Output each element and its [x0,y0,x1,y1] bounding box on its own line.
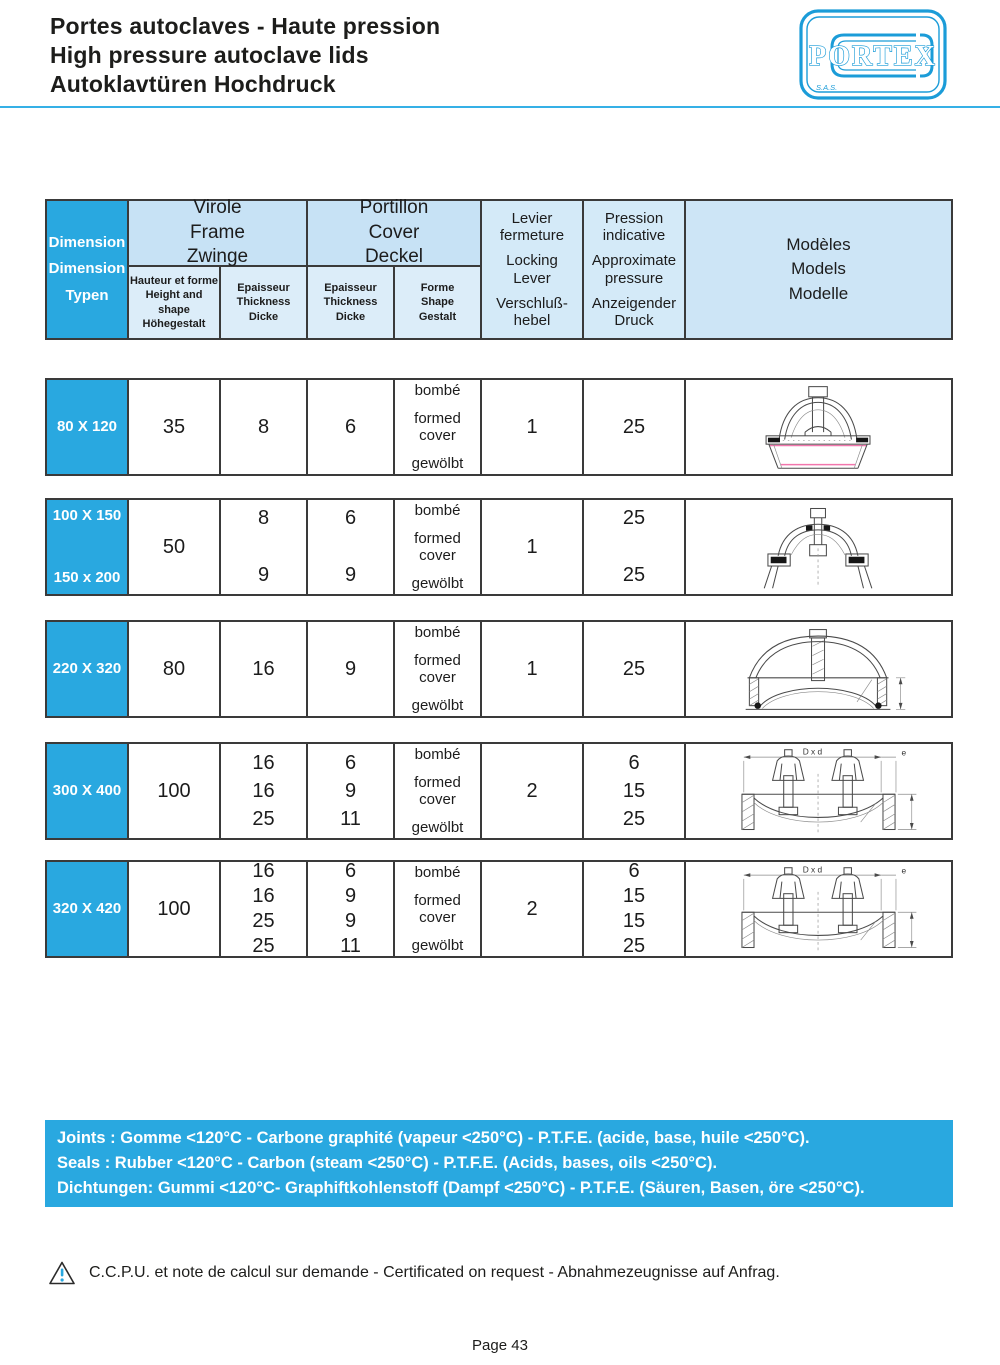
seals-note-en: Seals : Rubber <120°C - Carbon (steam <250°C) - P.T.F.E. (Acids, bases, oils <250°C). [57,1154,718,1172]
header-divider-line [0,106,1000,108]
pressure-cell: 25 25 [584,500,684,594]
col-header-cover-thickness: Epaisseur Thickness Dicke [308,267,393,338]
page-number: Page 43 [472,1337,528,1354]
frame-thickness-cell: 16 16 25 25 [221,862,306,956]
cover-shape-cell: bombé formed cover gewölbt [395,862,480,956]
warning-triangle-icon [48,1260,76,1286]
col-header-cover-shape: Forme Shape Gestalt [395,267,480,338]
spec-table-header [45,196,953,340]
frame-height-cell: 100 [129,744,219,838]
dimension-cell: 80 X 120 [47,380,127,474]
drawing-dim-label: D x d [802,746,823,757]
col-header-models: Modèles Models Modelle [686,201,951,338]
seals-note-de: Dichtungen: Gummi <120°C- Graphiftkohlenstoff (Dampf <250°C) - P.T.F.E. (Säuren, Basen, öre <250°C). [57,1179,865,1197]
table-row-80x120 [45,378,953,476]
frame-thickness-cell: 16 [221,622,306,716]
certification-note-text: C.C.P.U. et note de calcul sur demande - Certificated on request - Abnahmezeugnisse auf Anfrag. [89,1264,780,1281]
model-drawing-80x120 [686,380,951,474]
drawing-edge-label: e [901,747,907,758]
logo-wordmark: PORTEX [809,41,937,72]
col-header-dimension: Dimension Dimension Typen [47,201,127,338]
pressure-cell: 6 15 25 [584,744,684,838]
model-drawing-100x150 [686,500,951,594]
clamp-right [832,868,864,933]
model-drawing-300x400 [686,744,951,838]
frame-thickness-cell: 8 [221,380,306,474]
lever-cell: 2 [482,862,582,956]
col-group-cover: Portillon Cover Deckel [308,201,480,265]
col-header-locking-lever: Levier fermeture Locking Lever Verschluß- hebel [482,201,582,338]
model-drawing-220x320 [686,622,951,716]
portex-logo [798,8,948,101]
title-line-en: High pressure autoclave lids [50,42,369,68]
pressure-cell: 6 15 15 25 [584,862,684,956]
logo-suffix: S.A.S. [816,83,838,92]
lever-cell: 1 [482,380,582,474]
page-title [50,12,440,99]
pressure-cell: 25 [584,622,684,716]
clamp-right [832,750,864,815]
seals-note-box [45,1120,953,1207]
certification-note [48,1260,780,1286]
frame-thickness-cell: 16 16 25 [221,744,306,838]
title-line-fr: Portes autoclaves - Haute pression [50,13,441,39]
cover-thickness-cell: 6 [308,380,393,474]
table-row-300x400 [45,742,953,840]
table-row-320x420 [45,860,953,958]
clamp-left [773,750,805,815]
lever-cell: 1 [482,622,582,716]
cover-thickness-cell: 6 9 [308,500,393,594]
col-header-pressure: Pression indicative Approximate pressure Anzeigender Druck [584,201,684,338]
seals-note-fr: Joints : Gomme <120°C - Carbone graphité (vapeur <250°C) - P.T.F.E. (acide, base, huile <250°C). [57,1129,810,1147]
lever-cell: 2 [482,744,582,838]
frame-thickness-cell: 8 9 [221,500,306,594]
drawing-dim-label: D x d [802,864,823,875]
title-line-de: Autoklavtüren Hochdruck [50,71,336,97]
dimension-cell: 220 X 320 [47,622,127,716]
frame-height-cell: 35 [129,380,219,474]
cover-shape-cell: bombé formed cover gewölbt [395,500,480,594]
clamp-left [773,868,805,933]
lever-cell: 1 [482,500,582,594]
col-header-frame-thickness: Epaisseur Thickness Dicke [221,267,306,338]
cover-shape-cell: bombé formed cover gewölbt [395,744,480,838]
cover-thickness-cell: 6 9 11 [308,744,393,838]
dimension-cell: 300 X 400 [47,744,127,838]
dimension-cell: 100 X 150 150 x 200 [47,500,127,594]
model-drawing-320x420 [686,862,951,956]
table-row-220x320 [45,620,953,718]
drawing-edge-label: e [901,865,907,876]
dimension-cell: 320 X 420 [47,862,127,956]
table-row-100x150-150x200 [45,498,953,596]
cover-shape-cell: bombé formed cover gewölbt [395,622,480,716]
frame-height-cell: 80 [129,622,219,716]
col-header-frame-height: Hauteur et forme Height and shape Höhegestalt [129,267,219,338]
col-group-frame: Virole Frame Zwinge [129,201,306,265]
frame-height-cell: 50 [129,500,219,594]
cover-thickness-cell: 9 [308,622,393,716]
frame-height-cell: 100 [129,862,219,956]
pressure-cell: 25 [584,380,684,474]
cover-thickness-cell: 6 9 9 11 [308,862,393,956]
cover-shape-cell: bombé formed cover gewölbt [395,380,480,474]
